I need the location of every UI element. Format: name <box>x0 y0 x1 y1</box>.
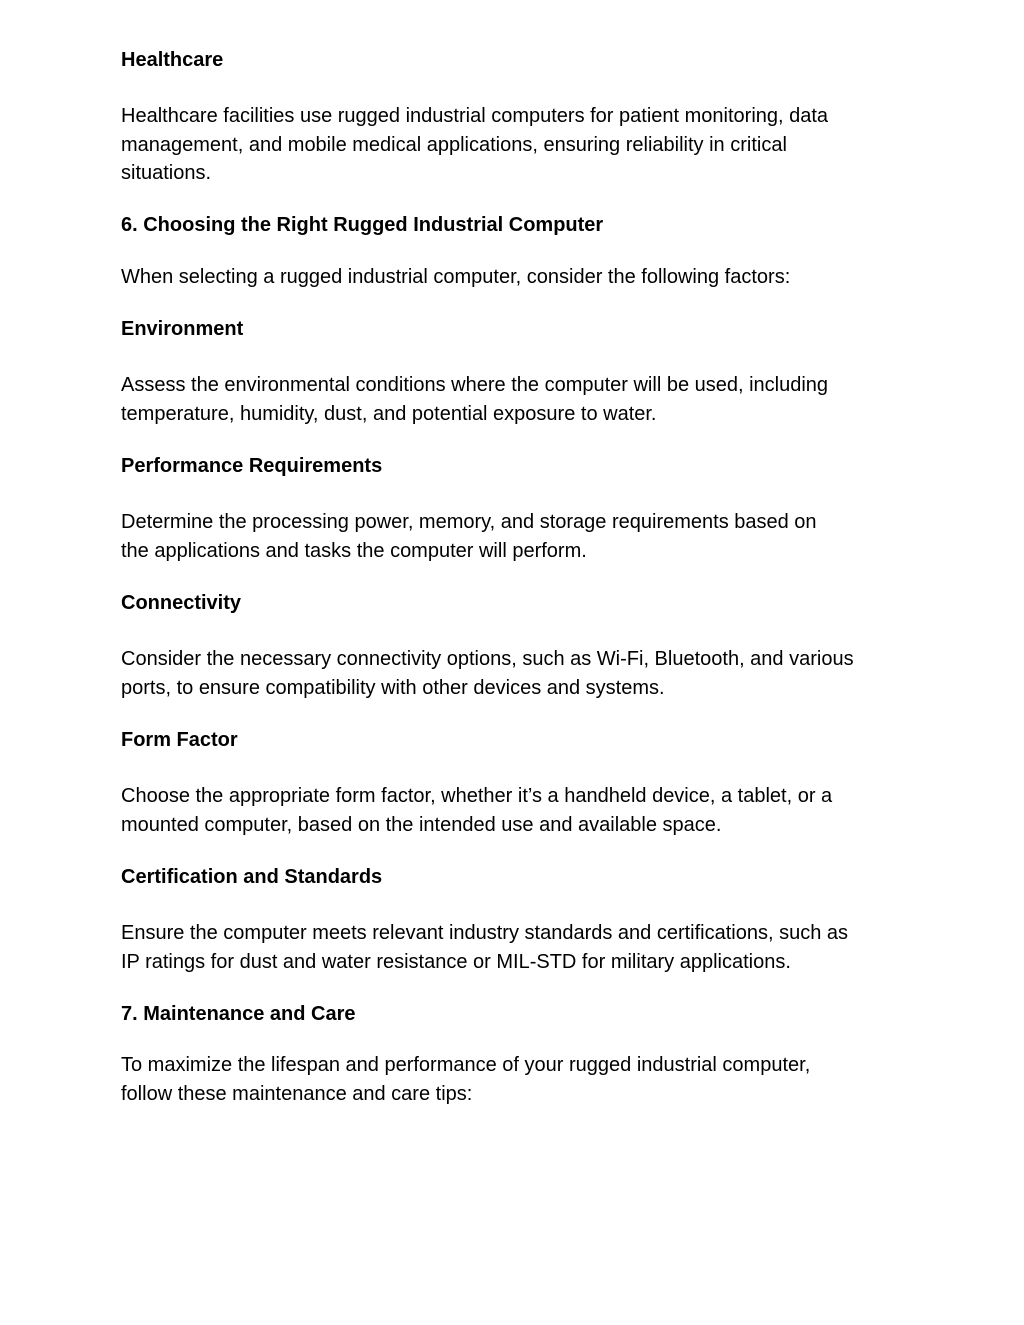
heading-certification-standards <box>121 863 921 892</box>
paragraph-maintenance-intro <box>121 1051 921 1108</box>
paragraph-line: Consider the necessary connectivity options, such as Wi-Fi, Bluetooth, and various <box>121 648 854 670</box>
heading-performance-requirements <box>121 452 921 481</box>
paragraph-line: Assess the environmental conditions where the computer will be used, including <box>121 374 829 396</box>
paragraph-line: Healthcare facilities use rugged industrial computers for patient monitoring, data <box>121 105 829 127</box>
paragraph-line: temperature, humidity, dust, and potential exposure to water. <box>121 402 657 425</box>
paragraph-line: To maximize the lifespan and performance of your rugged industrial computer, <box>121 1054 811 1076</box>
paragraph-line: situations. <box>121 162 212 184</box>
paragraph-line: the applications and tasks the computer will perform. <box>121 539 587 562</box>
paragraph-environment <box>121 371 921 428</box>
paragraph-line: follow these maintenance and care tips: <box>121 1082 473 1105</box>
paragraph-line: mounted computer, based on the intended use and available space. <box>121 813 722 836</box>
heading-line: 6. Choosing the Right Rugged Industrial Computer <box>121 214 604 236</box>
paragraph-line: IP ratings for dust and water resistance or MIL-STD for military applications. <box>121 950 791 973</box>
paragraph-choosing-intro <box>121 263 921 292</box>
paragraph-line: Choose the appropriate form factor, whether it’s a handheld device, a tablet, or a <box>121 785 833 807</box>
heading-form-factor <box>121 726 921 755</box>
heading-line: Healthcare <box>121 49 224 71</box>
heading-line: Connectivity <box>121 592 242 614</box>
heading-line: Form Factor <box>121 729 238 751</box>
paragraph-performance-requirements <box>121 508 921 565</box>
paragraph-line: ports, to ensure compatibility with other devices and systems. <box>121 676 665 699</box>
heading-connectivity <box>121 589 921 618</box>
heading-healthcare <box>121 46 921 75</box>
paragraph-line: management, and mobile medical applications, ensuring reliability in critical <box>121 133 787 156</box>
heading-line: 7. Maintenance and Care <box>121 1003 356 1025</box>
paragraph-certification-standards <box>121 919 921 976</box>
heading-environment <box>121 315 921 344</box>
paragraph-connectivity <box>121 645 921 702</box>
paragraph-line: Ensure the computer meets relevant industry standards and certifications, such as <box>121 922 849 944</box>
paragraph-line: Determine the processing power, memory, and storage requirements based on <box>121 511 817 533</box>
paragraph-line: When selecting a rugged industrial computer, consider the following factors: <box>121 266 791 288</box>
paragraph-healthcare <box>121 102 921 188</box>
heading-line: Certification and Standards <box>121 866 383 888</box>
paragraph-form-factor <box>121 782 921 839</box>
heading-line: Environment <box>121 318 244 340</box>
section-heading-choosing <box>121 211 921 240</box>
section-heading-maintenance <box>121 1000 921 1029</box>
heading-line: Performance Requirements <box>121 455 383 477</box>
